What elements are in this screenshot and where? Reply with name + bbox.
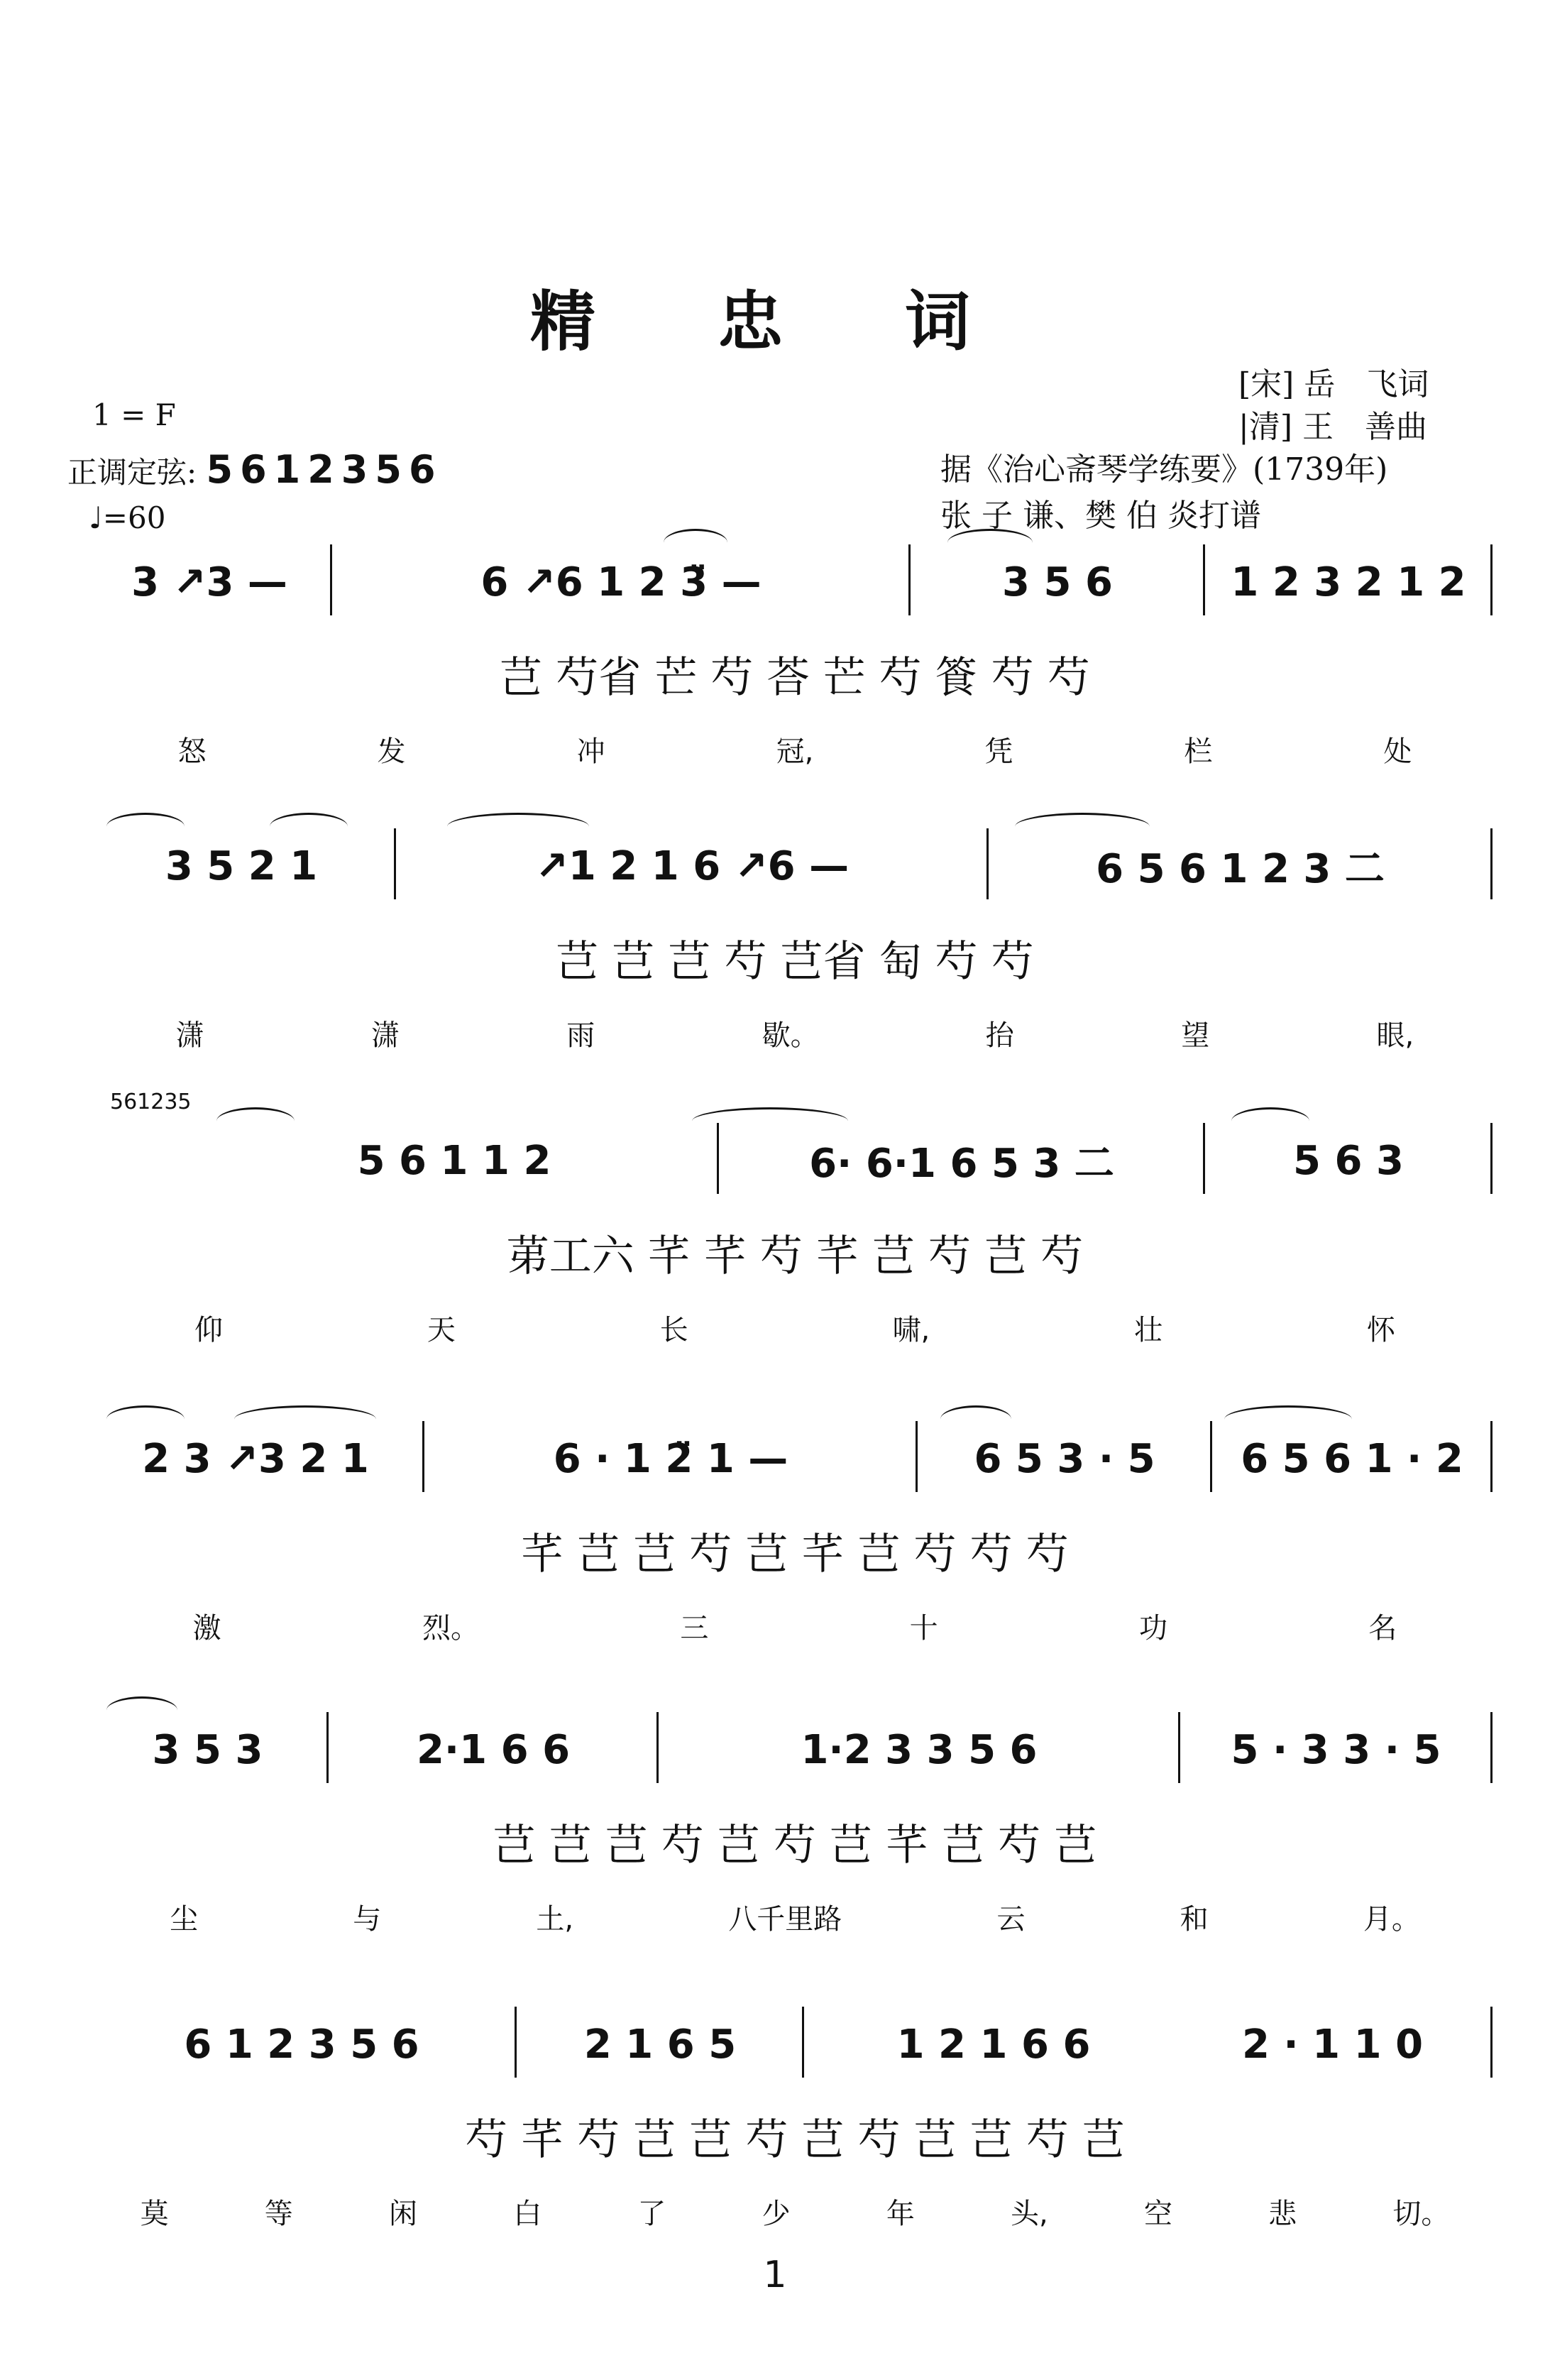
tablature-line: 芑 芑 芑 芍 芑 芍 芑 芊 芑 芍 芑 [493, 1821, 1097, 1870]
notes-line [92, 550, 1497, 614]
lyric-char: 凭 [984, 735, 1013, 768]
barline [1178, 1712, 1180, 1783]
measure: 6 5 6 1 · 2 [1241, 1435, 1463, 1482]
measure: 6 5 6 1 2 3 二 [1096, 846, 1385, 892]
slur [664, 529, 727, 556]
slur [106, 1696, 177, 1724]
small-tuning-notation: 561235 [110, 1090, 192, 1114]
lyric-char: 和 [1180, 1902, 1209, 1936]
measure: 5 · 3 3 · 5 [1231, 1726, 1441, 1773]
lyric-char: 歇。 [762, 1019, 819, 1052]
notes-line [92, 1427, 1497, 1491]
lyrics-line [92, 1011, 1497, 1054]
barline [802, 2007, 804, 2078]
measure: 2 3 ↗3 2 1 [142, 1435, 369, 1482]
barline [330, 544, 332, 615]
lyric-char: 云 [996, 1902, 1026, 1936]
barline [515, 2007, 517, 2078]
lyrics-line [92, 1895, 1497, 1938]
barline [1490, 544, 1493, 615]
lyric-char: 十 [909, 1611, 938, 1645]
tablature-line: 芍 芊 芍 芑 芑 芍 芑 芍 芑 芑 芍 芑 [465, 2115, 1125, 2165]
tablature-line: 苐工六 芊 芊 芍 芊 芑 芍 芑 芍 [506, 1232, 1084, 1281]
lyric-char: 功 [1138, 1611, 1167, 1645]
notes-line [92, 2012, 1497, 2076]
measure: 2 1 6 5 [583, 2021, 737, 2068]
lyric-char: 白 [513, 2197, 542, 2230]
measure: 1 2 1 6 6 [896, 2021, 1091, 2068]
lyricist-credit: [宋] 岳 飞词 [1238, 366, 1429, 402]
slur [940, 1405, 1011, 1433]
lyric-char: 激 [192, 1611, 221, 1645]
barline [422, 1421, 424, 1492]
lyric-char: 三 [680, 1611, 709, 1645]
key-signature: 1 = F [92, 397, 176, 432]
slur [692, 1107, 848, 1135]
measure: 6 5 3 · 5 [974, 1435, 1155, 1482]
barline [1490, 828, 1493, 899]
lyric-char: 雨 [566, 1019, 595, 1052]
slur [216, 1107, 295, 1135]
measure: 2 · 1 1 0 [1241, 2021, 1424, 2068]
lyric-char: 了 [637, 2197, 666, 2230]
measure: 3 5 3 [152, 1726, 263, 1773]
slur [1015, 813, 1150, 840]
lyric-char: 切。 [1392, 2197, 1450, 2230]
lyrics-line [92, 1604, 1497, 1647]
lyric-char: 年 [886, 2197, 915, 2230]
lyric-char: 尘 [170, 1902, 199, 1936]
barline [1490, 2007, 1493, 2078]
lyric-char: 土, [536, 1902, 574, 1936]
measure: 3 5 2 1 [165, 843, 318, 889]
measure: ↗1 2 1 6 ↗6 — [534, 843, 850, 889]
lyrics-line [92, 1306, 1497, 1349]
slur [270, 813, 348, 840]
lyric-char: 月。 [1363, 1902, 1420, 1936]
lyric-char: 天 [427, 1313, 456, 1347]
measure: 6· 6·1 6 5 3 二 [809, 1141, 1114, 1187]
lyric-char: 栏 [1184, 735, 1213, 768]
notes-line [92, 1718, 1497, 1782]
lyrics-line [92, 2190, 1497, 2232]
lyric-char: 烈。 [422, 1611, 479, 1645]
measure: 6 · 1 2̈ 1 — [553, 1435, 788, 1482]
lyrics-line [92, 728, 1497, 770]
tablature-line: 芑 芍省 芒 芍 荅 芒 芍 篒 芍 芍 [500, 653, 1090, 703]
barline [656, 1712, 659, 1783]
lyric-char: 眼, [1376, 1019, 1414, 1052]
tablature-line: 芊 芑 芑 芍 芑 芊 芑 芍 芍 芍 [521, 1530, 1069, 1579]
slur [106, 813, 185, 840]
measure: 6 1 2 3 5 6 [184, 2021, 419, 2068]
tuning-row [67, 447, 443, 492]
barline [326, 1712, 329, 1783]
measure: 1 2 3 2 1 2 [1231, 559, 1466, 605]
lyric-char: 等 [264, 2197, 293, 2230]
lyric-char: 名 [1368, 1611, 1397, 1645]
slur [447, 813, 589, 840]
measure: 3 5 6 [1002, 559, 1113, 605]
lyric-char: 怒 [177, 735, 207, 768]
slur [1224, 1405, 1352, 1433]
lyric-char: 八千里路 [728, 1902, 842, 1936]
lyric-char: 望 [1181, 1019, 1210, 1052]
lyric-char: 壮 [1134, 1313, 1163, 1347]
measure: 5 6 3 [1293, 1137, 1404, 1184]
tuning-notes: 5612356 [206, 447, 443, 492]
lyric-char: 怀 [1367, 1313, 1396, 1347]
barline [986, 828, 989, 899]
lyric-char: 冲 [576, 735, 605, 768]
slur [947, 529, 1033, 556]
barline [1210, 1421, 1212, 1492]
barline [1203, 544, 1205, 615]
measure: 5 6 1 1 2 [357, 1137, 551, 1184]
lyric-char: 悲 [1268, 2197, 1297, 2230]
lyric-char: 处 [1383, 735, 1412, 768]
measure: 3 ↗3 — [131, 559, 287, 605]
lyric-char: 空 [1143, 2197, 1172, 2230]
lyric-char: 抬 [985, 1019, 1014, 1052]
tuning-label: 正调定弦: [67, 455, 197, 490]
page-number: 1 [763, 2254, 787, 2296]
notes-line [92, 834, 1497, 898]
lyric-char: 啸, [892, 1313, 930, 1347]
lyric-char: 闲 [389, 2197, 417, 2230]
lyric-char: 长 [659, 1313, 688, 1347]
arranger-credit: 张 子 谦、樊 伯 炎打谱 [940, 498, 1261, 534]
measure: 2·1 6 6 [416, 1726, 571, 1773]
measure: 1·2 3 3 5 6 [801, 1726, 1038, 1773]
tablature-line: 芑 芑 芑 芍 芑省 匋 芍 芍 [556, 937, 1034, 987]
lyric-char: 仰 [194, 1313, 223, 1347]
source-credit: 据《治心斋琴学练要》(1739年) [940, 451, 1388, 488]
notes-line [92, 1129, 1497, 1192]
page-title: 精 忠 词 [529, 284, 1021, 360]
slur [106, 1405, 185, 1433]
lyric-char: 与 [353, 1902, 382, 1936]
lyric-char: 莫 [140, 2197, 169, 2230]
measure: 6 ↗6 1 2 3̈ — [480, 559, 762, 605]
lyric-char: 潇 [175, 1019, 204, 1052]
lyric-char: 潇 [370, 1019, 400, 1052]
slur [1231, 1107, 1309, 1135]
composer-credit: |清] 王 善曲 [1238, 409, 1427, 445]
lyric-char: 发 [377, 735, 406, 768]
barline [916, 1421, 918, 1492]
lyric-char: 少 [762, 2197, 791, 2230]
barline [1490, 1421, 1493, 1492]
barline [394, 828, 396, 899]
barline [1490, 1712, 1493, 1783]
lyric-char: 头, [1011, 2197, 1048, 2230]
barline [1490, 1123, 1493, 1194]
barline [908, 544, 911, 615]
slur [234, 1405, 376, 1433]
tempo-marking: ♩=60 [89, 500, 166, 535]
lyric-char: 冠, [776, 735, 814, 768]
barline [1203, 1123, 1205, 1194]
